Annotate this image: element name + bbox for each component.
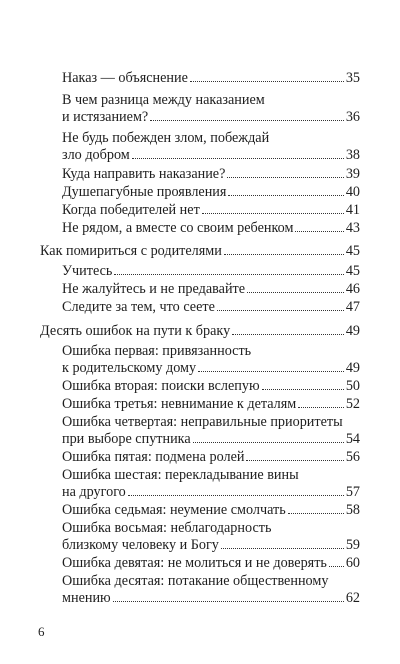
toc-entry-title-cont: мнению [62,590,111,606]
leader-dots [132,158,344,159]
toc-page-number: 49 [345,323,360,339]
toc-entry-title: Ошибка третья: невнимание к деталям [62,396,297,412]
leader-dots [114,274,343,275]
toc-entry-title: Куда направить наказание? [62,166,226,182]
toc-entry-title: Не рядом, а вместе со своим ребенком [62,220,294,236]
toc-entry[interactable] [62,396,360,413]
toc-section[interactable] [40,323,360,340]
toc-entry[interactable] [62,281,360,298]
toc-entry[interactable] [62,263,360,280]
toc-page-number: 50 [345,378,360,394]
toc-entry[interactable] [62,92,360,126]
toc-section-title: Как помириться с родителями [40,243,222,259]
toc-entry[interactable] [62,343,360,377]
toc-entry[interactable] [62,555,360,572]
leader-dots [288,513,344,514]
leader-dots [329,566,344,567]
toc-entry[interactable] [62,70,360,87]
toc-entry-title: Следите за тем, что сеете [62,299,215,315]
toc-section-title: Десять ошибок на пути к браку [40,323,231,339]
toc-entry[interactable] [62,166,360,183]
toc-page-number: 60 [345,555,360,571]
leader-dots [128,495,344,496]
toc-entry-title: Ошибка седьмая: неумение смолчать [62,502,286,518]
toc-entry-title: Ошибка пятая: подмена ролей [62,449,245,465]
toc-entry[interactable] [62,467,360,501]
toc-page-number: 35 [345,70,360,86]
toc-entry[interactable] [62,378,360,395]
toc-page-number: 58 [345,502,360,518]
toc-entry[interactable] [62,414,360,448]
toc-page-number: 62 [345,590,360,606]
toc-page-number: 57 [345,484,360,500]
toc-page-number: 47 [345,299,360,315]
leader-dots [228,195,343,196]
toc-entry[interactable] [62,449,360,466]
leader-dots [224,254,344,255]
toc-entry-title: Ошибка десятая: потакание общественному [62,573,329,589]
toc-entry-title-cont: близкому человеку и Богу [62,537,219,553]
toc-page-number: 45 [345,243,360,259]
toc-page-number: 39 [345,166,360,182]
toc-entry-title-cont: на другого [62,484,126,500]
leader-dots [295,231,343,232]
toc-entry[interactable] [62,573,360,607]
toc-page-number: 45 [345,263,360,279]
toc-entry-title: Когда победителей нет [62,202,200,218]
toc-entry[interactable] [62,184,360,201]
leader-dots [246,460,343,461]
toc-page-number: 38 [345,147,360,163]
leader-dots [190,81,344,82]
leader-dots [227,177,343,178]
toc-entry-title-cont: зло добром [62,147,130,163]
toc-entry-title-cont: и истязанием? [62,109,149,125]
leader-dots [221,548,344,549]
toc-entry-title: Наказ — объяснение [62,70,188,86]
toc-entry-title: Не будь побежден злом, побеждай [62,130,270,146]
toc-entry[interactable] [62,502,360,519]
toc-page-number: 56 [345,449,360,465]
toc-page-number: 46 [345,281,360,297]
toc-entry-title-cont: к родительскому дому [62,360,197,376]
toc-entry-title: Ошибка вторая: поиски вслепую [62,378,260,394]
leader-dots [217,310,344,311]
toc-entry[interactable] [62,520,360,554]
toc-entry-title: Душепагубные проявления [62,184,227,200]
toc-page-number: 43 [345,220,360,236]
toc-entry[interactable] [62,202,360,219]
leader-dots [150,120,344,121]
toc-page-number: 49 [345,360,360,376]
leader-dots [198,371,344,372]
leader-dots [202,213,344,214]
toc-page-number: 54 [345,431,360,447]
toc-page-number: 59 [345,537,360,553]
toc-entry-title: Учитесь [62,263,113,279]
toc-entry-title: Ошибка шестая: перекладывание вины [62,467,299,483]
toc-entry-title: Ошибка восьмая: неблагодарность [62,520,272,536]
toc-entry-title: Ошибка первая: привязанность [62,343,252,359]
leader-dots [232,334,344,335]
toc-entry-title: Ошибка четвертая: неправильные приоритеты [62,414,343,430]
toc-entry[interactable] [62,220,360,237]
toc-entry[interactable] [62,130,360,164]
leader-dots [298,407,344,408]
toc-entry-title-cont: при выборе спутника [62,431,191,447]
leader-dots [262,389,344,390]
toc-page-number: 52 [345,396,360,412]
toc-page-number: 41 [345,202,360,218]
toc-page-number: 40 [345,184,360,200]
toc-entry-title: Не жалуйтесь и не предавайте [62,281,246,297]
toc-entry-title: В чем разница между наказанием [62,92,265,108]
leader-dots [247,292,344,293]
toc-section[interactable] [40,243,360,260]
toc-entry-title: Ошибка девятая: не молиться и не доверять [62,555,327,571]
leader-dots [113,601,344,602]
toc-entry[interactable] [62,299,360,316]
leader-dots [193,442,344,443]
page-number: 6 [38,624,45,639]
toc-page-number: 36 [345,109,360,125]
